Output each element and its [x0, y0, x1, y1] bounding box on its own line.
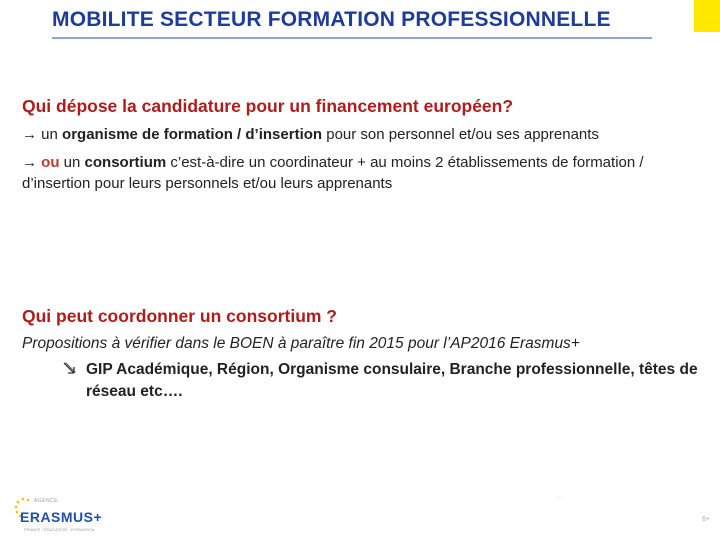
corner-accent: [694, 0, 720, 32]
paragraph-consortium: [22, 152, 702, 194]
page-number: 6+: [702, 516, 710, 523]
hollow-arrow-icon: [62, 359, 86, 403]
title-bar: [0, 0, 720, 46]
section-depot-candidature: [22, 96, 702, 194]
italic-note: Propositions à vérifier dans le BOEN à paraître fin 2015 pour l’AP2016 Erasmus+: [22, 335, 580, 352]
bold-fragment: organisme de formation / d’insertion: [62, 126, 323, 143]
text-fragment: c’est-à-dire un coordinateur + au moins 2 établissements de formation / d’insertion pour leurs personnels et/ou leurs apprenants: [22, 154, 644, 192]
paragraph-organisme: [22, 124, 702, 145]
text-fragment: un: [37, 126, 63, 143]
bullet-text: GIP Académique, Région, Organisme consulaire, Branche professionnelle, têtes de réseau etc….: [86, 361, 698, 400]
stray-mark: - .: [557, 495, 563, 501]
title-underline: [52, 37, 652, 39]
section-coordonner: [22, 306, 702, 403]
logo-wordmark: ERASMUS+: [20, 509, 103, 525]
text-fragment: pour son personnel et/ou ses apprenants: [322, 126, 599, 143]
section-heading: Qui dépose la candidature pour un financement européen?: [22, 96, 514, 116]
text-fragment: un: [63, 154, 85, 171]
bullet-item: [62, 359, 702, 403]
ou-keyword: ou: [37, 154, 64, 171]
arrow-icon: →: [22, 154, 37, 171]
arrow-icon: →: [22, 126, 37, 143]
slide-title: MOBILITE SECTEUR FORMATION PROFESSIONNELLE: [52, 8, 611, 31]
bold-fragment: consortium: [84, 154, 167, 171]
section-heading: Qui peut coordonner un consortium ?: [22, 306, 337, 326]
logo-subtitle: FRANCE · ÉDUCATION · FORMATION: [24, 527, 95, 532]
logo-agence: AGENCE: [34, 498, 59, 504]
